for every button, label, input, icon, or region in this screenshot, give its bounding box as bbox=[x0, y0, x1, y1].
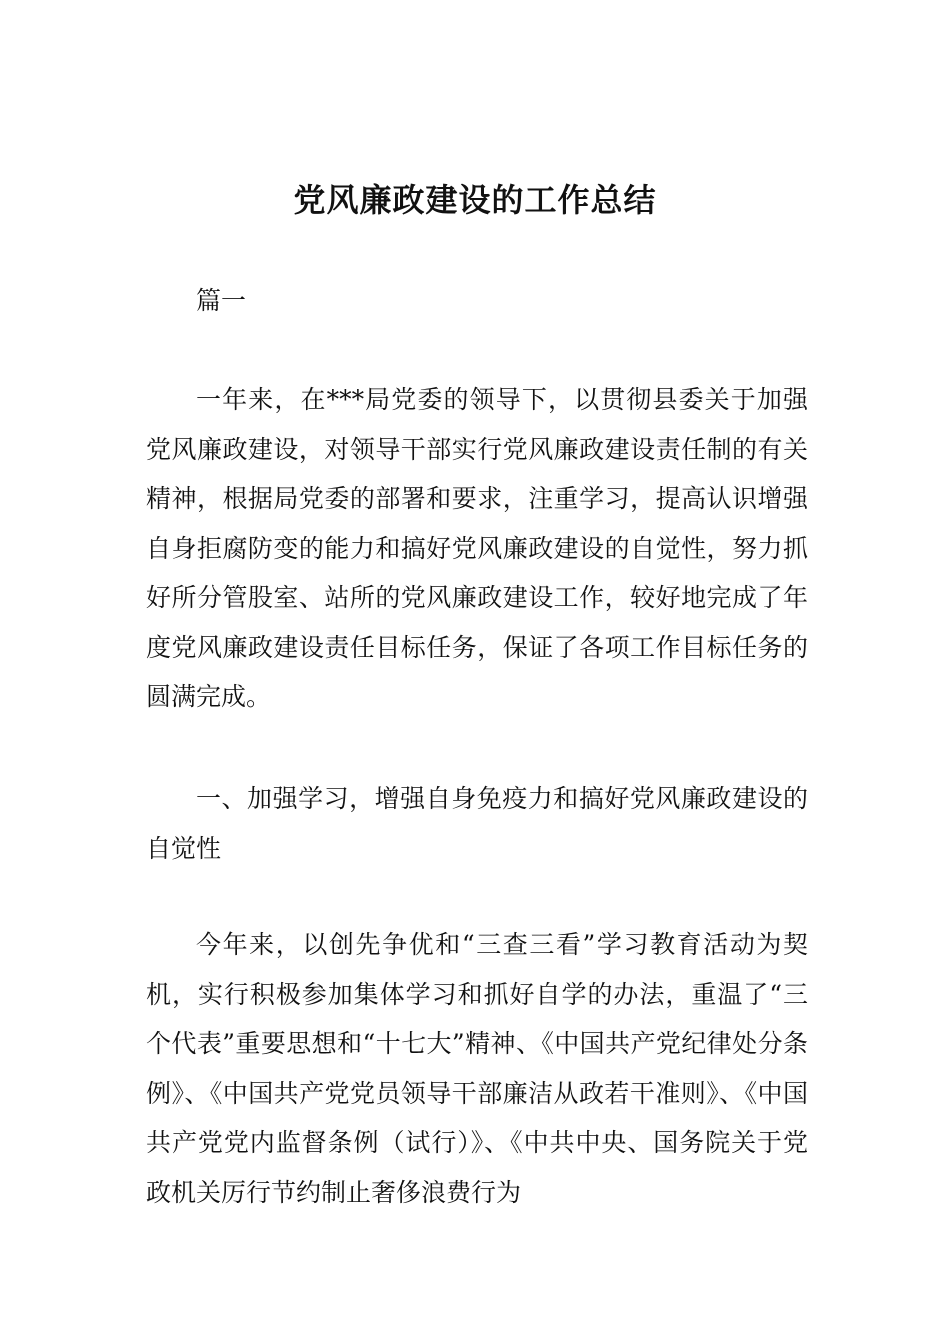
section-heading-1: 一、加强学习，增强自身免疫力和搞好党风廉政建设的自觉性 bbox=[146, 784, 808, 863]
section-label: 篇一 bbox=[196, 286, 247, 315]
paragraph-intro: 一年来，在***局党委的领导下，以贯彻县委关于加强党风廉政建设，对领导干部实行党风廉政建设责任制的有关精神，根据局党委的部署和要求，注重学习，提高认识增强自身拒腐防变的能力和搞好党风廉政建设的自觉性，努力抓好所分管股室、站所的党风廉政建设工作，较好地完成了年度党风廉政建设责任目标任务，保证了各项工作目标任务的圆满完成。 bbox=[146, 385, 808, 711]
paragraph-study: 今年来，以创先争优和“三查三看”学习教育活动为契机，实行积极参加集体学习和抓好自学的办法，重温了“三个代表”重要思想和“十七大”精神、《中国共产党纪律处分条例》、《中国共产党党员领导干部廉洁从政若干准则》、《中国共产党党内监督条例（试行）》、《中共中央、国务院关于党政机关厉行节约制止奢侈浪费行为 bbox=[146, 930, 808, 1207]
document-title: 党风廉政建设的工作总结 bbox=[293, 181, 657, 219]
